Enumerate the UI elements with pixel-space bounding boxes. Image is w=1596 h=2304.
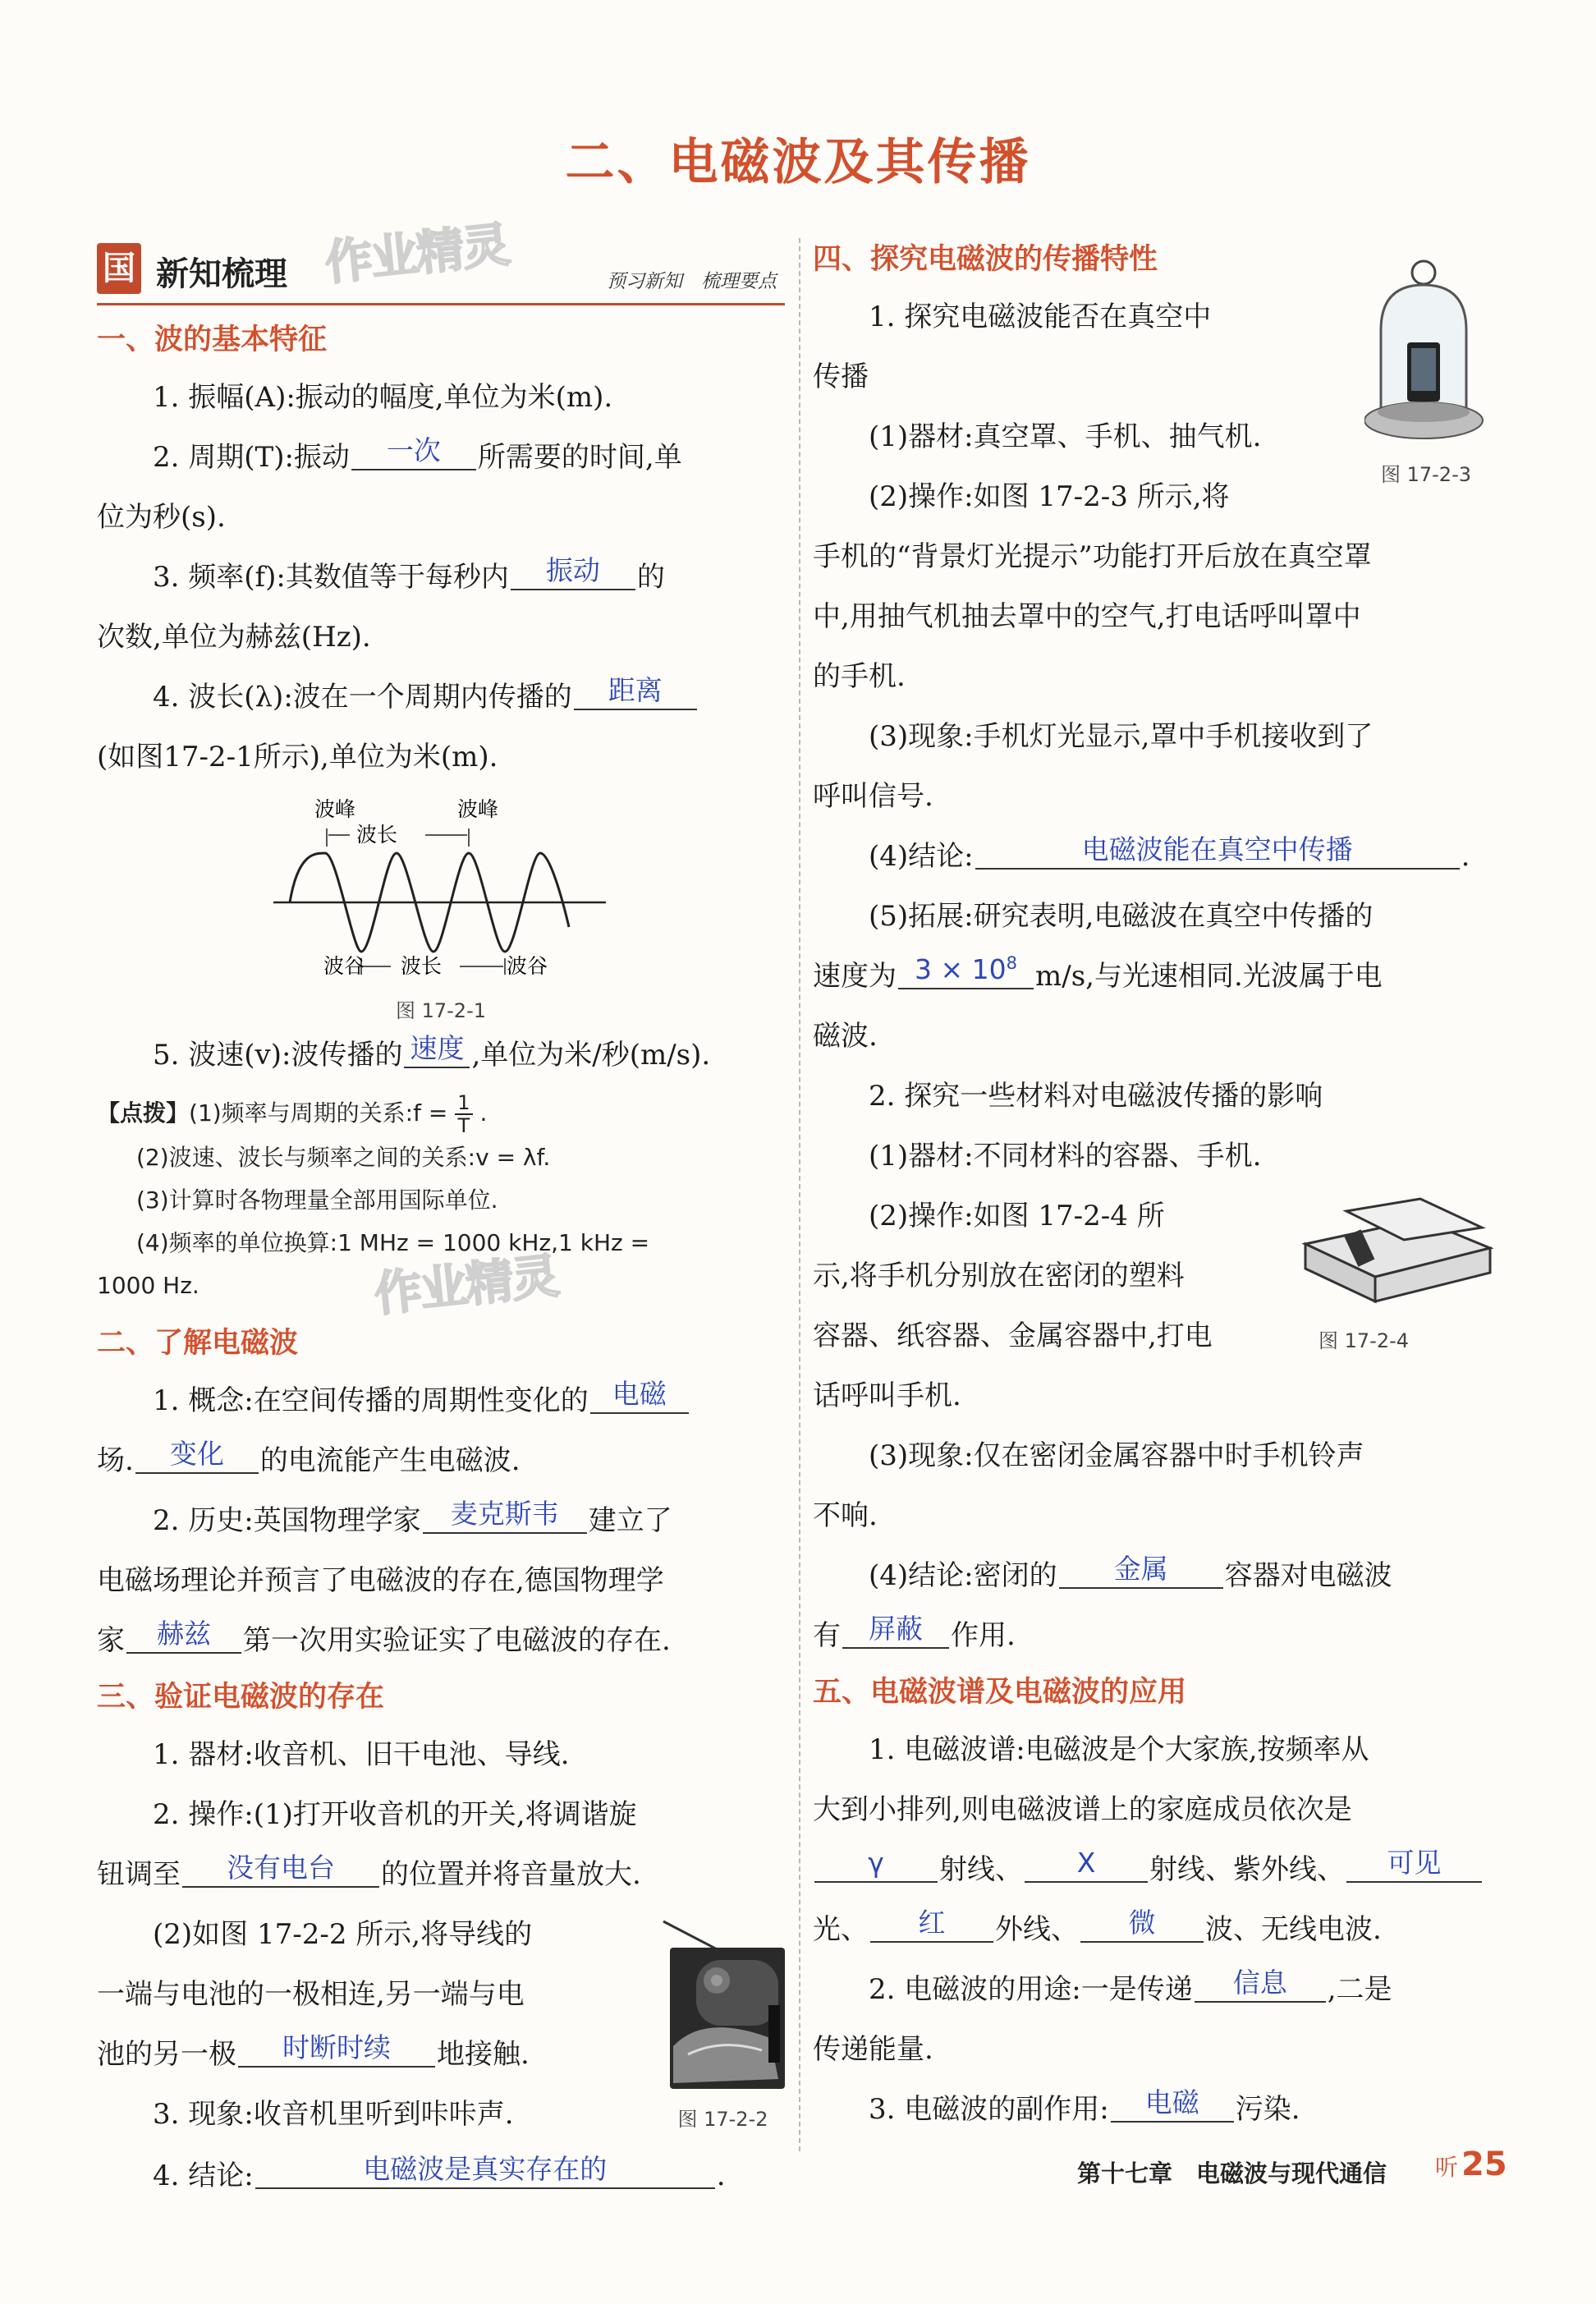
text-line: 2. 历史:英国物理学家 麦克斯韦 建立了	[153, 1498, 672, 1537]
text-line: 容器、纸容器、金属容器中,打电	[813, 1320, 1213, 1352]
text-line: (3)现象:仅在密闭金属容器中时手机铃声	[869, 1439, 1364, 1472]
bell-jar-figure	[1364, 256, 1488, 487]
answer-blank: $3 \times 10^8$	[898, 945, 1034, 989]
answer-blank: 一次	[351, 433, 476, 470]
text-line: 钮调至 没有电台 的位置并将音量放大.	[97, 1852, 641, 1891]
text-line: 大到小排列,则电磁波谱上的家庭成员依次是	[813, 1793, 1352, 1826]
answer-blank: 赫兹	[126, 1616, 241, 1654]
answer-blank: 变化	[135, 1436, 259, 1474]
text-with-figure	[813, 1186, 1501, 1426]
bell-jar-icon	[1364, 256, 1488, 453]
text-line: 3. 现象:收音机里听到咔咔声.	[153, 2098, 514, 2131]
text-line: (1)器材:不同材料的容器、手机.	[869, 1140, 1262, 1173]
fraction: $\frac{1}{T}$	[455, 1092, 472, 1136]
wavelength-label-top: 波长	[356, 823, 398, 847]
text-line: 中,用抽气机抽去罩中的空气,打电话呼叫罩中	[813, 600, 1361, 633]
answer-blank: 电磁	[590, 1376, 689, 1414]
radio-figure	[655, 1915, 791, 2132]
text-line: 电磁场理论并预言了电磁波的存在,德国物理学	[97, 1564, 664, 1597]
text-line: (3)现象:手机灯光显示,罩中手机接收到了	[869, 720, 1374, 753]
text-line: 1. 电磁波谱:电磁波是个大家族,按频率从	[869, 1733, 1369, 1766]
box-container-icon	[1297, 1195, 1498, 1318]
banner-icon: 国	[97, 243, 141, 294]
text-line: 2. 探究一些材料对电磁波传播的影响	[869, 1080, 1323, 1113]
section-banner	[97, 238, 785, 305]
figure-caption: 图 17-2-3	[1380, 463, 1472, 486]
text-line: 场. 变化 的电流能产生电磁波.	[97, 1438, 521, 1477]
banner-title: 新知梳理	[156, 255, 287, 293]
text-line: 4. 波长(λ):波在一个周期内传播的 距离	[97, 668, 785, 727]
text-line: 光、 红 外线、 微 波、无线电波.	[813, 1907, 1382, 1946]
page-title: 二、电磁波及其传播	[565, 134, 1031, 191]
text-line: (2)操作:如图 17-2-4 所	[869, 1200, 1165, 1232]
text-line: 有 屏蔽 作用.	[813, 1613, 1016, 1652]
section-heading: 四、探究电磁波的传播特性	[813, 243, 1158, 276]
text-line: 位为秒(s).	[97, 501, 226, 534]
text-line: (如图17-2-1所示),单位为米(m).	[97, 741, 498, 773]
figure-caption: 图 17-2-2	[677, 2108, 768, 2131]
answer-blank: γ	[814, 1845, 938, 1883]
tip-line: 【点拨】(1)频率与周期的关系:f = $\frac{1}{T}$ .	[97, 1091, 488, 1137]
radio-battery-icon	[655, 1915, 791, 2091]
watermark: 作业精灵	[322, 216, 511, 291]
crest-label-1: 波峰	[314, 797, 356, 821]
tip-line: (4)频率的单位换算:1 MHz = 1000 kHz,1 kHz =	[136, 1229, 650, 1256]
column-divider	[799, 238, 800, 2151]
text-line: 磁波.	[813, 1020, 878, 1053]
text-line: γ 射线、 X 射线、紫外线、 可见	[813, 1840, 1501, 1900]
text-line: 传播	[813, 360, 869, 393]
text-line: 1. 概念:在空间传播的周期性变化的 电磁	[97, 1371, 785, 1431]
text-line: 1. 探究电磁波能否在真空中	[869, 301, 1212, 333]
text-line: 传递能量.	[813, 2033, 933, 2066]
section-heading: 一、波的基本特征	[97, 324, 328, 356]
answer-blank: 电磁波能在真空中传播	[975, 832, 1460, 870]
answer-blank: 振动	[511, 553, 635, 590]
answer-blank: 电磁波是真实存在的	[255, 2151, 715, 2189]
answer-blank: 微	[1080, 1905, 1204, 1943]
section-heading: 三、验证电磁波的存在	[97, 1681, 385, 1714]
wave-figure	[97, 787, 785, 1026]
text-line: 手机的“背景灯光提示”功能打开后放在真空罩	[813, 540, 1372, 573]
text-line: 示,将手机分别放在密闭的塑料	[813, 1260, 1185, 1292]
text-line: 池的另一极 时断时续 地接触.	[97, 2031, 530, 2071]
text-line: 1. 振幅(A):振动的幅度,单位为米(m).	[153, 381, 613, 414]
text-line: (2)操作:如图 17-2-3 所示,将	[869, 480, 1230, 513]
section-heading: 二、了解电磁波	[97, 1327, 299, 1360]
answer-blank: 信息	[1195, 1965, 1326, 2003]
answer-blank: 可见	[1346, 1845, 1482, 1883]
footer-chapter: 第十七章 电磁波与现代通信	[1077, 2159, 1387, 2187]
text-line: 家 赫兹 第一次用实验证实了电磁波的存在.	[97, 1618, 671, 1657]
text-line: 1. 器材:收音机、旧干电池、导线.	[153, 1738, 570, 1771]
answer-blank: 距离	[574, 672, 697, 710]
text-line: (4)结论: 电磁波能在真空中传播 .	[869, 833, 1470, 873]
text-line: (2)如图 17-2-2 所示,将导线的	[153, 1918, 533, 1951]
text-line: 5. 波速(v):波传播的 速度 ,单位为米/秒(m/s).	[153, 1032, 711, 1072]
figure-caption: 图 17-2-4	[1319, 1329, 1410, 1352]
text-line: 2. 操作:(1)打开收音机的开关,将调谐旋	[153, 1798, 637, 1831]
tip-line: (3)计算时各物理量全部用国际单位.	[136, 1186, 498, 1214]
text-line: 次数,单位为赫兹(Hz).	[97, 621, 371, 654]
text-with-figure	[813, 287, 1501, 527]
text-line: 2. 电磁波的用途:一是传递 信息 ,二是	[869, 1967, 1392, 2006]
answer-blank: 没有电台	[182, 1850, 379, 1888]
watermark: 作业精灵	[371, 1247, 561, 1323]
answer-blank: 麦克斯韦	[423, 1496, 587, 1534]
listen-label: 听	[1435, 2154, 1459, 2181]
text-line: 一端与电池的一极相连,另一端与电	[97, 1978, 525, 2011]
trough-label-1: 波谷	[323, 954, 365, 978]
answer-blank: 时断时续	[238, 2030, 435, 2068]
text-line: 2. 周期(T):振动 一次 所需要的时间,单	[153, 434, 682, 474]
wave-diagram	[269, 787, 614, 984]
text-line: (5)拓展:研究表明,电磁波在真空中传播的	[869, 900, 1374, 933]
tip-line: (2)波速、波长与频率之间的关系:v = λf.	[136, 1144, 551, 1171]
text-line: 不响.	[813, 1499, 878, 1532]
answer-blank: 屏蔽	[842, 1611, 949, 1649]
text-line: 4. 结论: 电磁波是真实存在的 .	[153, 2153, 726, 2192]
crest-label-2: 波峰	[457, 797, 499, 821]
text-line: 呼叫信号.	[813, 780, 933, 813]
answer-blank: 金属	[1059, 1551, 1223, 1589]
text-line: 3. 电磁波的副作用: 电磁 污染.	[869, 2086, 1300, 2126]
tip-line: 1000 Hz.	[97, 1272, 200, 1299]
left-column	[97, 238, 785, 2206]
figure-caption: 图 17-2-1	[395, 999, 487, 1022]
box-figure	[1297, 1195, 1498, 1353]
text-with-figure	[97, 1905, 785, 2145]
tip-box	[97, 1092, 785, 1307]
text-line: (4)结论:密闭的 金属 容器对电磁波	[869, 1553, 1392, 1592]
text-line: 的手机.	[813, 660, 906, 693]
right-column	[813, 238, 1501, 2140]
text-line: 速度为 $3 \times 10^8$ m/s,与光速相同.光波属于电	[813, 947, 1501, 1007]
banner-subtitle: 预习新知 梳理要点	[607, 271, 777, 292]
answer-blank: 红	[870, 1905, 993, 1943]
text-line: 3. 频率(f):其数值等于每秒内 振动 的	[153, 554, 665, 594]
section-heading: 五、电磁波谱及电磁波的应用	[813, 1676, 1187, 1709]
trough-label-2: 波谷	[507, 954, 548, 978]
wavelength-label-bottom: 波长	[401, 954, 443, 978]
text-line: (1)器材:真空罩、手机、抽气机.	[869, 420, 1262, 453]
page-number: 听 25	[1435, 2146, 1507, 2183]
answer-blank: X	[1025, 1845, 1148, 1883]
answer-blank: 电磁	[1111, 2085, 1234, 2123]
answer-blank: 速度	[404, 1030, 470, 1068]
text-line: 话呼叫手机.	[813, 1379, 961, 1412]
